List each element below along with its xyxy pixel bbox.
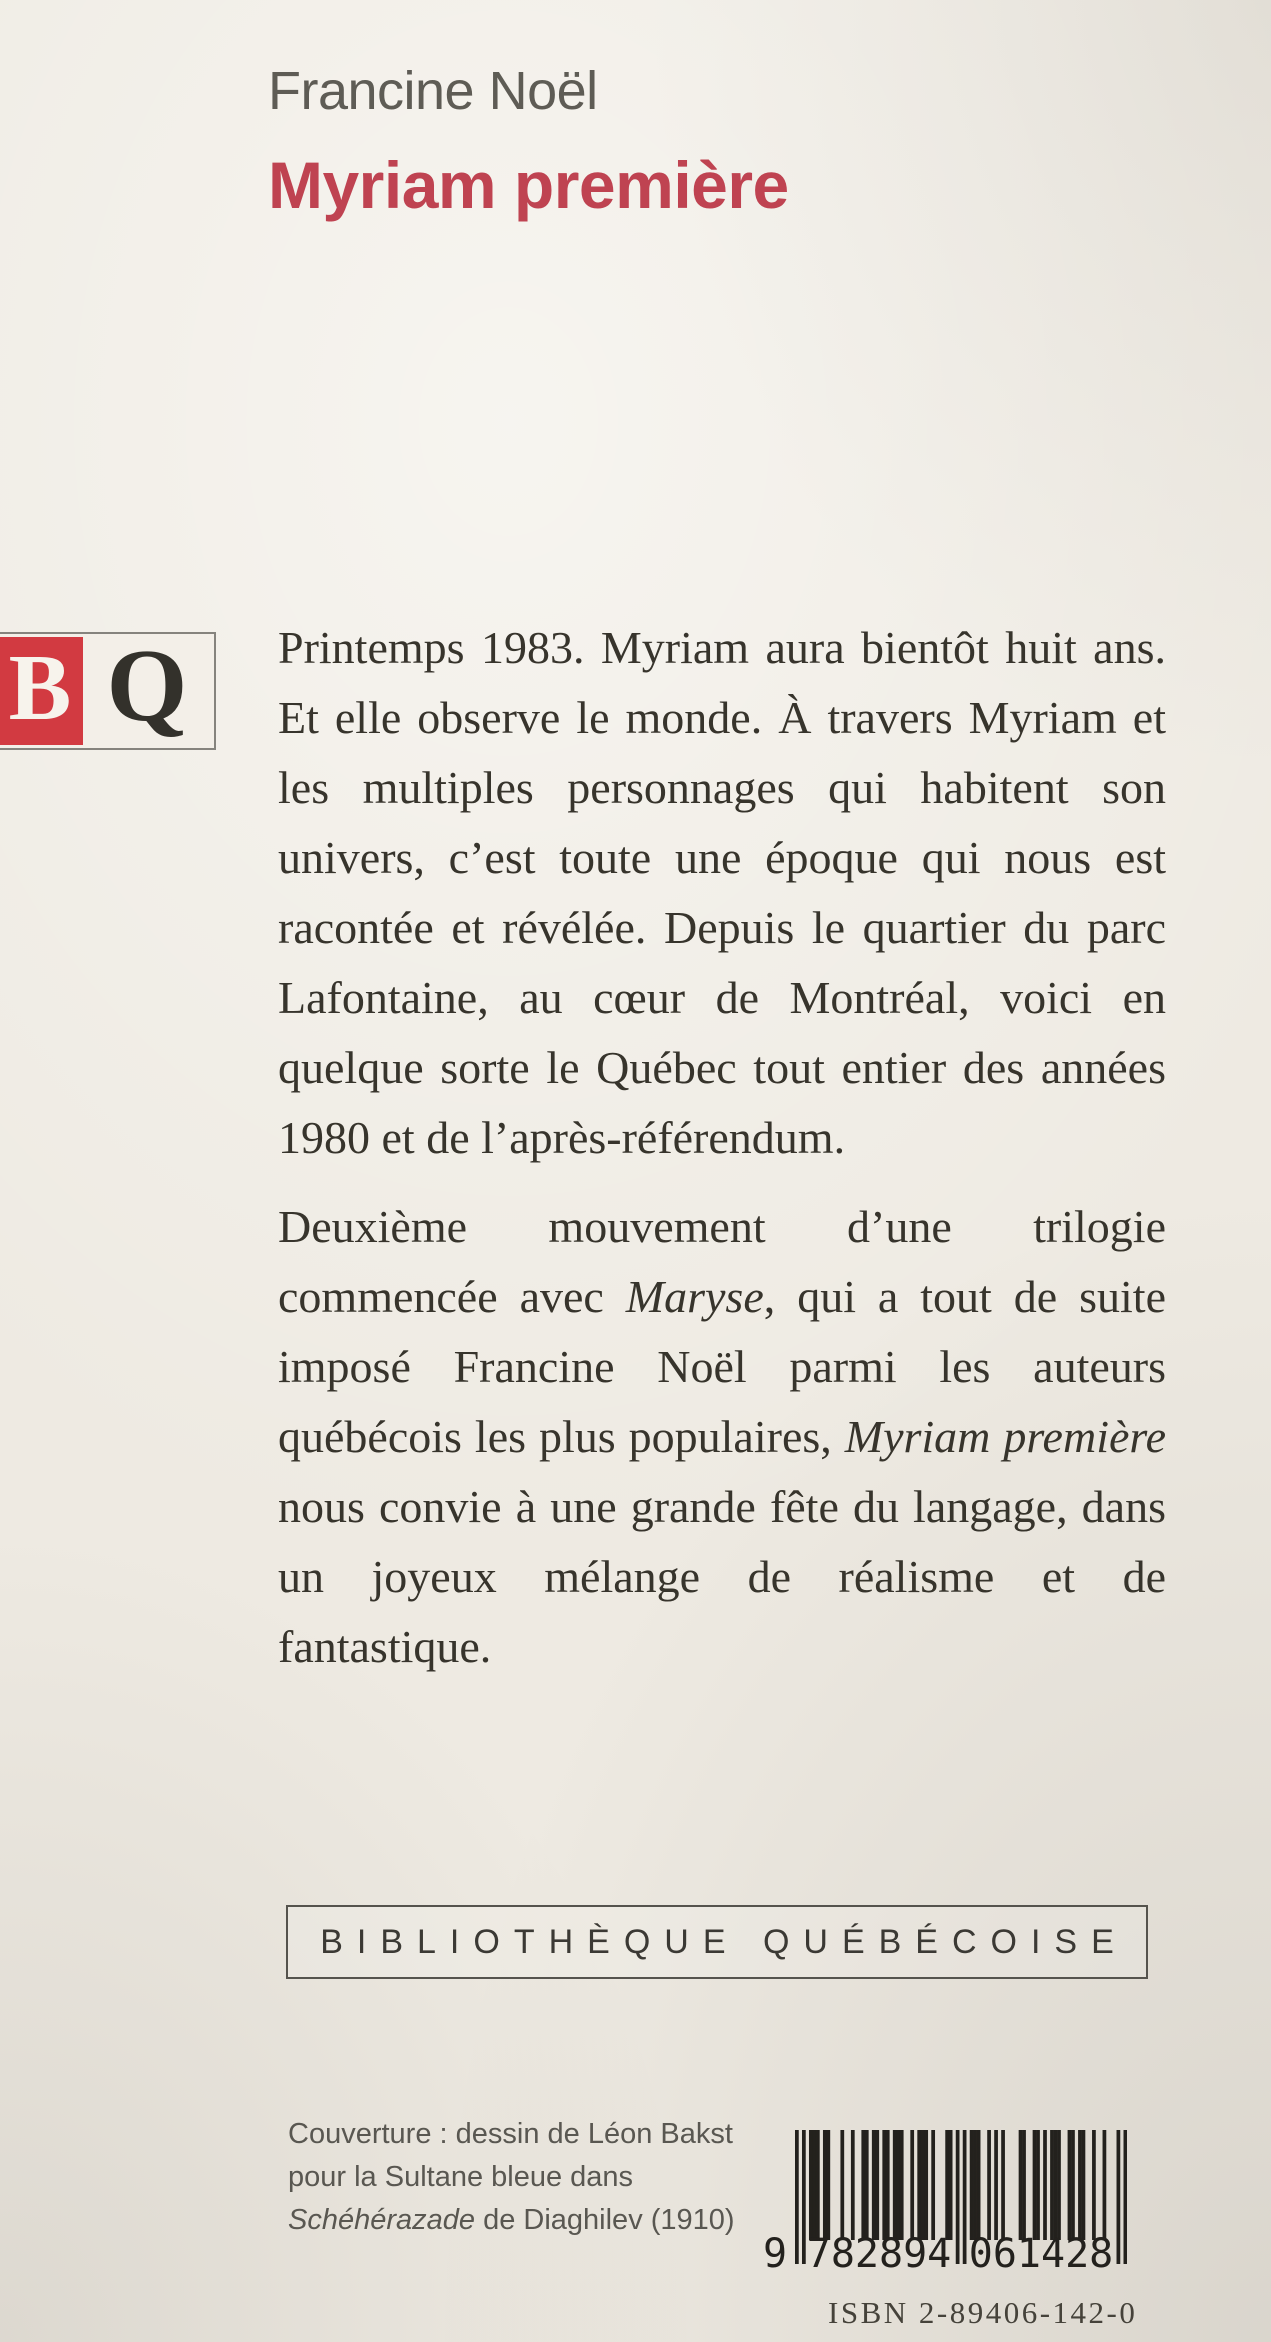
collection-banner	[286, 1905, 1148, 1979]
barcode-digit-leading: 9	[762, 2231, 788, 2277]
bq-publisher-logo	[0, 628, 216, 750]
collection-name: BIBLIOTHÈQUE QUÉBÉCOISE	[320, 1922, 1128, 1961]
synopsis-paragraph-1: Printemps 1983. Myriam aura bientôt huit ans. Et elle observe le monde. À travers Myriam et les multiples personnages qui habitent son univers, c’est toute une époque qui nous est racontée et révélée. Depuis le quartier du parc Lafontaine, au cœur de Montréal, voici en quelque sorte le Québec tout entier des années 1980 et de l’après-référendum.	[278, 622, 1166, 1163]
bq-logo-letter-b: B	[0, 637, 83, 745]
cover-art-credit	[288, 2113, 735, 2242]
credit-line-2: pour la Sultane bleue dans	[288, 2161, 634, 2193]
barcode-digits-left: 782894	[806, 2231, 952, 2277]
author-name: Francine Noël	[268, 61, 598, 121]
ean-barcode	[758, 2130, 1168, 2290]
credit-line-3: Schéhérazade de Diaghilev (1910)	[288, 2204, 735, 2236]
bq-logo-letter-q: Q	[106, 628, 188, 743]
isbn-label: ISBN 2-89406-142-0	[828, 2295, 1138, 2330]
barcode-digits-right: 061428	[968, 2231, 1114, 2277]
synopsis-paragraph-2: Deuxième mouvement d’une trilogie commencée avec Maryse, qui a tout de suite imposé Francine Noël parmi les auteurs québécois les plus populaires, Myriam première nous convie à une grande fête du langage, dans un joyeux mélange de réalisme et de fantastique.	[278, 1201, 1167, 1672]
book-title: Myriam première	[268, 148, 789, 222]
credit-line-1: Couverture : dessin de Léon Bakst	[288, 2118, 733, 2150]
